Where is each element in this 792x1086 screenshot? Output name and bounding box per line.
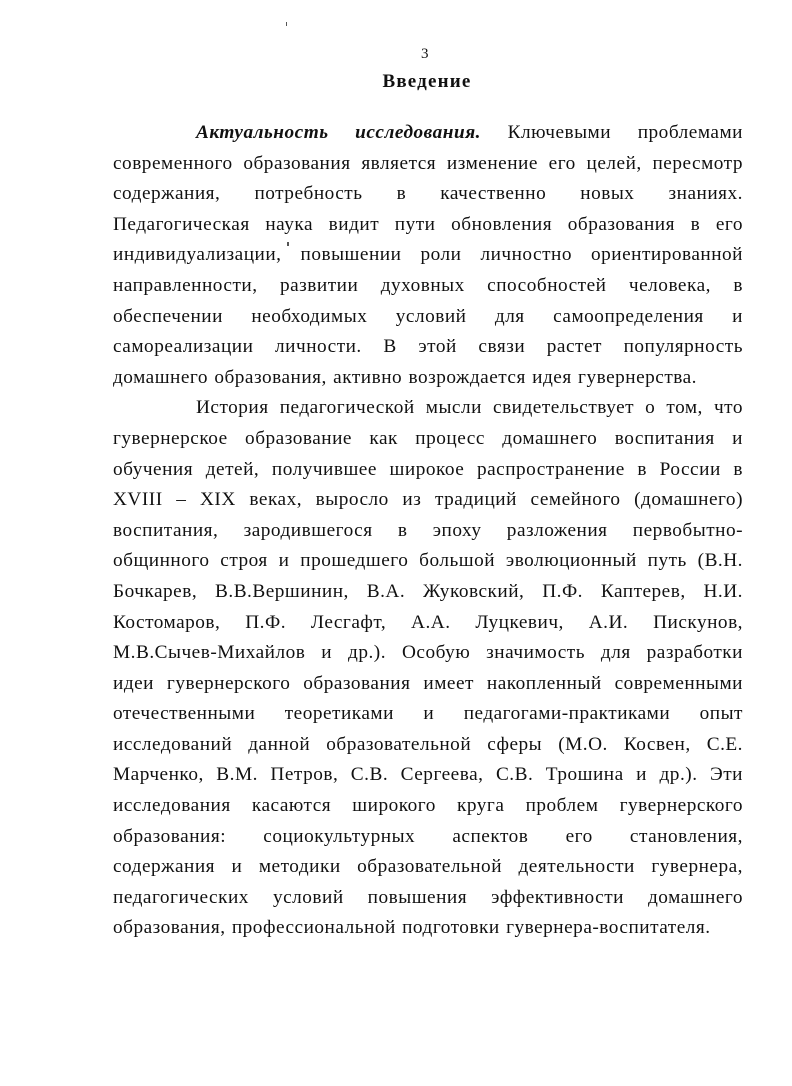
paragraph-history (113, 393, 743, 944)
text-line: обучения детей, получившее широкое распространение в России в (113, 458, 743, 480)
text-line: направленности, развитии духовных способностей человека, в (113, 274, 743, 296)
text-line: Костомаров, П.Ф. Лесгафт, А.А. Луцкевич, А.И. Пискунов, (113, 611, 743, 633)
text-line: Марченко, В.М. Петров, С.В. Сергеева, С.В. Трошина и др.). Эти (113, 764, 743, 786)
text-line: обеспечении необходимых условий для самоопределения и (113, 305, 743, 327)
text-line: образования: социокультурных аспектов его становления, (113, 825, 743, 847)
text-line: Педагогическая наука видит пути обновления образования в его (113, 213, 743, 235)
text-line-last: образования, профессиональной подготовки гувернера-воспитателя. (113, 917, 711, 939)
text-word: Ключевыми (507, 122, 612, 143)
text-line: отечественными теоретиками и педагогами-практиками опыт (113, 703, 743, 725)
text-word: проблемами (637, 122, 743, 143)
text-line: гувернерское образование как процесс домашнего воспитания и (113, 427, 743, 449)
text-line: исследования касаются широкого круга проблем гувернерского (113, 795, 743, 817)
text-line: Бочкарев, В.В.Вершинин, В.А. Жуковский, П.Ф. Каптерев, Н.И. (113, 580, 743, 602)
page-number: 3 (421, 46, 429, 62)
text-line: содержания и методики образовательной деятельности гувернера, (113, 856, 743, 878)
text-line: исследований данной образовательной сферы (М.О. Косвен, С.Е. (113, 733, 743, 755)
text-line: самореализации личности. В этой связи растет популярность (113, 336, 743, 358)
text-line: М.В.Сычев-Михайлов и др.). Особую значимость для разработки (113, 642, 743, 664)
text-line: идеи гувернерского образования имеет накопленный современными (113, 672, 743, 694)
text-line: индивидуализации, повышении роли личностно ориентированной (113, 244, 743, 266)
text-line: общинного строя и прошедшего большой эволюционный путь (В.Н. (113, 550, 743, 572)
text-line: педагогических условий повышения эффективности домашнего (113, 886, 743, 908)
text-line: XVIII – XIX веках, выросло из традиций семейного (домашнего) (113, 489, 743, 511)
section-heading: Введение (382, 71, 472, 92)
text-line: воспитания, зародившегося в эпоху разложения первобытно- (113, 519, 743, 541)
paragraph-first-line: История педагогической мысли свидетельствует о том, что (196, 397, 743, 419)
text-line-last: домашнего образования, активно возрождается идея гувернерства. (113, 366, 697, 388)
text-line: современного образования является изменение его целей, пересмотр (113, 152, 743, 174)
body-text (113, 118, 743, 944)
paragraph-first-line (113, 118, 743, 149)
scan-speck (286, 22, 287, 26)
lead-word: Актуальность (196, 122, 329, 143)
paragraph-relevance (113, 118, 743, 393)
lead-word: исследования. (355, 122, 481, 143)
text-line: содержания, потребность в качественно новых знаниях. (113, 183, 743, 205)
